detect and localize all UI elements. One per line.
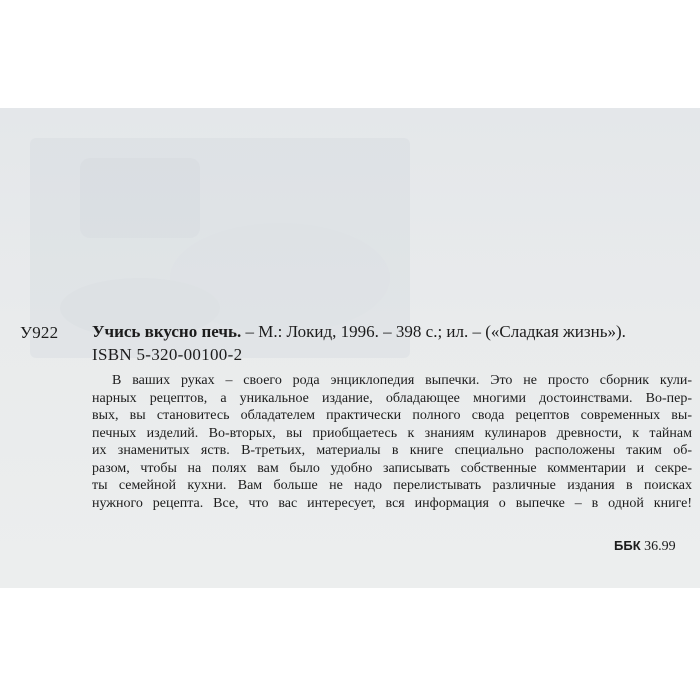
bbk-classification (614, 538, 676, 555)
annotation-line: вых, вы становитесь обладателем практически полного свода рецептов современных вы- (92, 408, 692, 423)
book-title: Учись вкусно печь. (92, 322, 242, 341)
publication-details: – М.: Локид, 1996. – 398 с.; ил. – («Сладкая жизнь»). (241, 322, 626, 341)
annotation-line: их знаменитых яств. В-третьих, материалы в книге специально расположены таким об- (92, 443, 692, 458)
annotation-line: печных изделий. Во-вторых, вы приобщаетесь к знаниям кулинаров древности, к тайнам (92, 425, 692, 441)
bbk-value: 36.99 (640, 539, 676, 554)
bibliographic-record (92, 322, 692, 342)
bbk-label: ББК (614, 538, 641, 553)
catalog-code: У922 (20, 323, 59, 342)
annotation-paragraph (92, 372, 692, 512)
annotation-line: ты семейной кухни. Вам больше не надо перелистывать различные издания в поисках (92, 478, 692, 493)
annotation-line: В ваших руках – своего рода энциклопедия выпечки. Это не просто сборник кули- (112, 373, 692, 388)
annotation-line: разом, чтобы на полях вам было удобно записывать собственные комментарии и секре- (92, 460, 692, 476)
annotation-line: нужного рецепта. Все, что вас интересует, вся информация о выпечке – в одной книге! (92, 495, 692, 511)
annotation-line: нарных рецептов, а уникальное издание, обладающее многими достоинствами. Во-пер- (92, 390, 692, 406)
book-page (0, 108, 700, 588)
isbn-number: ISBN 5-320-00100-2 (92, 345, 243, 364)
